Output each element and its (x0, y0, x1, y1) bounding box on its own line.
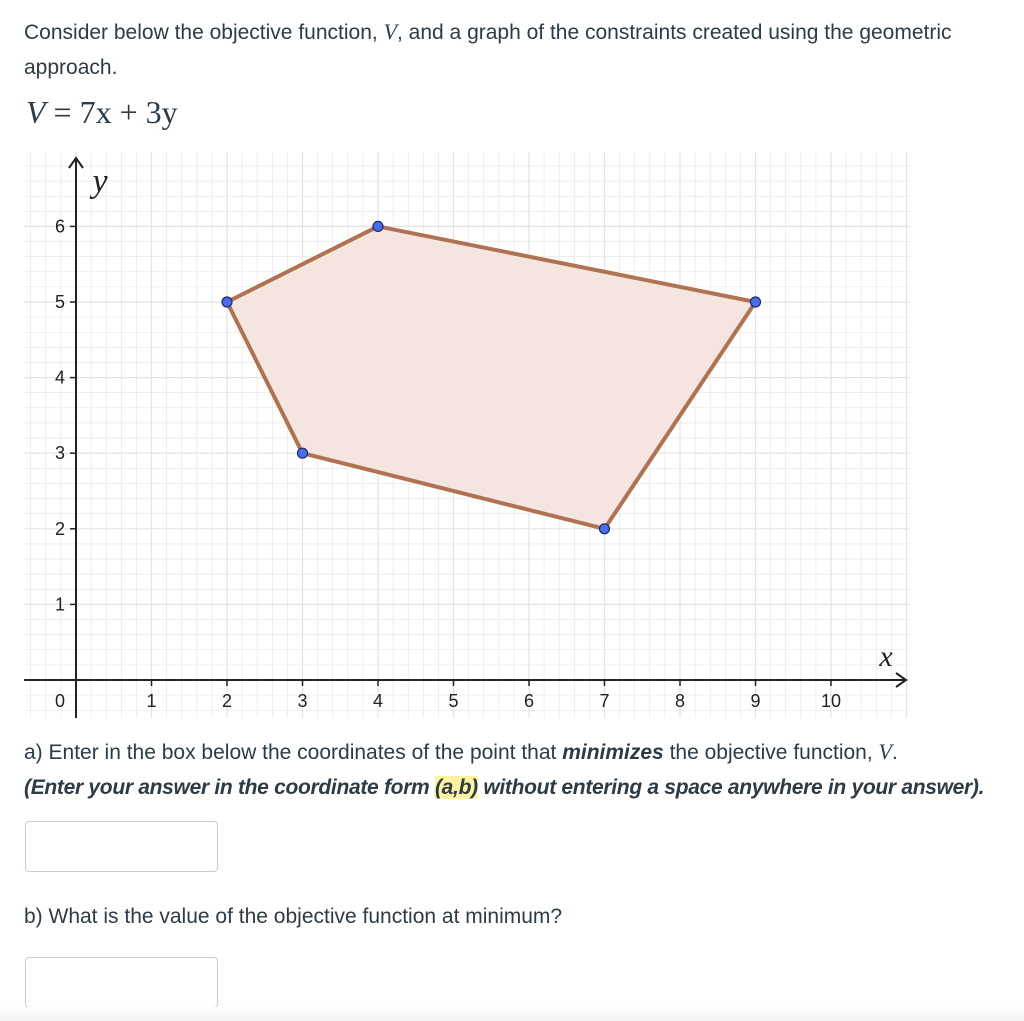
x-tick-label: 6 (523, 691, 535, 711)
answer-a-input[interactable] (25, 821, 218, 872)
x-tick-label: 2 (221, 691, 233, 711)
y-axis-label: y (92, 163, 108, 200)
var-v: V (383, 19, 398, 44)
y-tick-label: 6 (54, 216, 66, 237)
x-tick-label: 9 (750, 691, 761, 711)
x-tick-label: 10 (820, 691, 842, 711)
x-tick-label: 1 (146, 691, 157, 711)
y-tick-label: 4 (54, 367, 66, 388)
question-b: b) What is the value of the objective function at minimum? (24, 905, 563, 928)
x-tick-label: 3 (297, 691, 308, 711)
intro-text: Consider below the objective function, V, and a graph of the constraints created using the geometric approach. (24, 19, 952, 79)
constraint-graph (0, 140, 1024, 720)
y-tick-label: 1 (54, 594, 66, 615)
x-tick-label: 7 (599, 691, 610, 711)
answer-format-note: (Enter your answer in the coordinate form (a,b) without entering a space anywhere in your answer). (24, 776, 985, 799)
vertex-point (600, 524, 610, 534)
vertex-point (222, 297, 232, 307)
objective-function: V = 7x + 3y (26, 94, 178, 130)
x-tick-label: 5 (448, 691, 459, 711)
x-tick-label: 4 (372, 691, 384, 711)
y-tick-label: 3 (54, 443, 66, 464)
highlighted-format: (a,b) (434, 776, 478, 799)
y-tick-label: 5 (54, 292, 66, 312)
vertex-point (373, 221, 383, 231)
bottom-shadow (0, 1007, 1024, 1021)
vertex-point (751, 297, 761, 307)
answer-b-input[interactable] (25, 957, 218, 1008)
origin-label: 0 (54, 691, 66, 711)
vertex-point (298, 448, 308, 458)
x-axis-label: x (879, 640, 893, 673)
y-tick-label: 2 (54, 518, 66, 539)
minimizes-emphasis: minimizes (562, 741, 664, 764)
x-tick-label: 8 (674, 691, 686, 711)
question-a: a) Enter in the box below the coordinates of the point that minimizes the objective function, V. (Enter your answer in the coordinate form (a,b) without entering a space anywhere in your answer). (24, 739, 985, 799)
